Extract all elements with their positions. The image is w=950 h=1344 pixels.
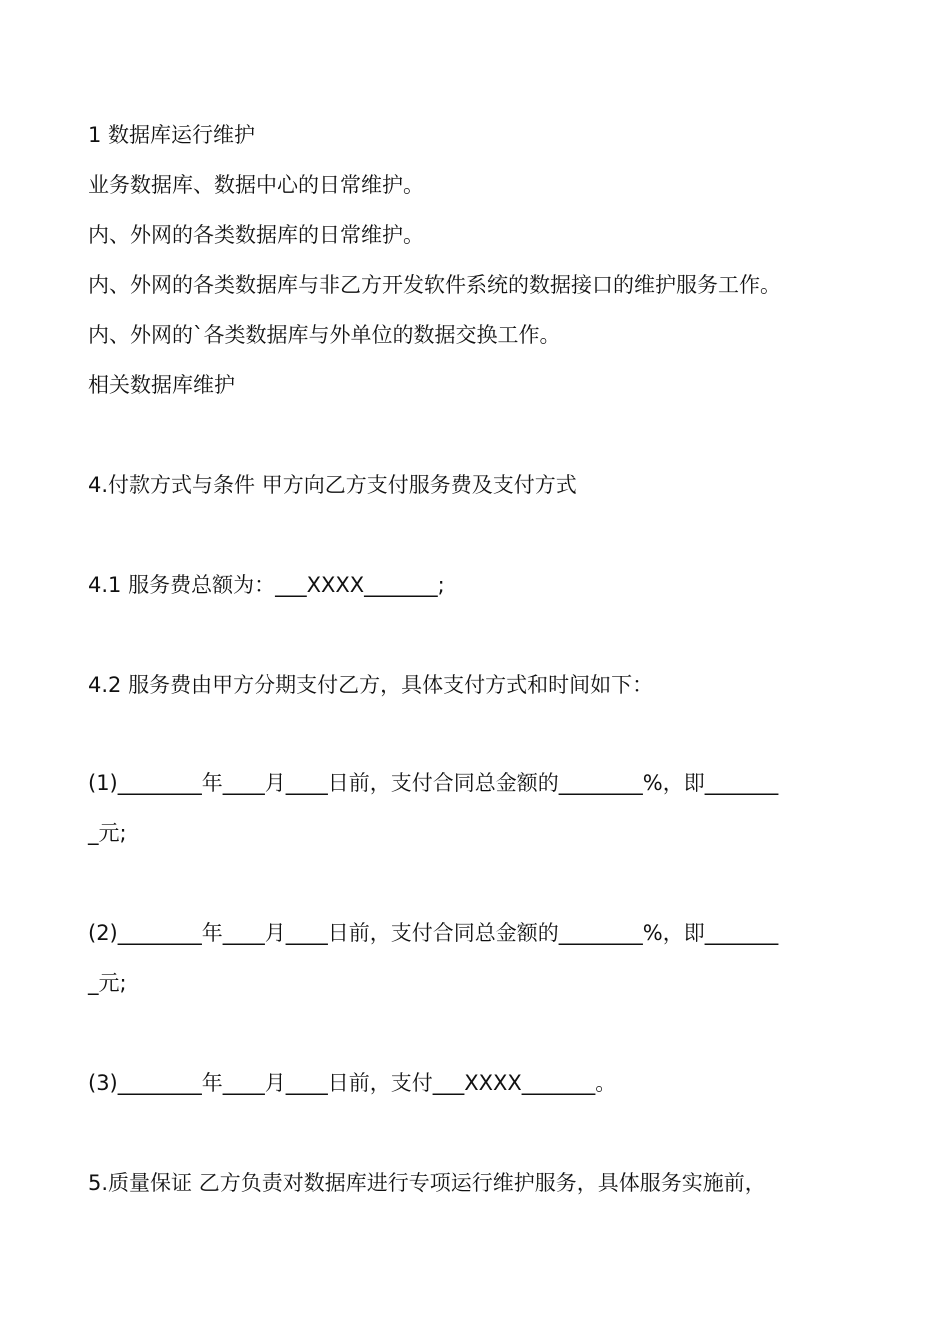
payment-total-line: 4.1 服务费总额为：___XXXX_______; — [88, 573, 445, 597]
installment-2-line: (2)________年____月____日前，支付合同总金额的________%，即_______ — [88, 921, 779, 945]
paragraph-line: 内、外网的各类数据库与非乙方开发软件系统的数据接口的维护服务工作。 — [88, 273, 781, 297]
section-heading-payment: 4.付款方式与条件 甲方向乙方支付服务费及支付方式 — [88, 473, 577, 497]
paragraph-line: 内、外网的各类数据库的日常维护。 — [88, 223, 424, 247]
installment-1-line-continued: _元; — [88, 821, 127, 845]
payment-installment-intro: 4.2 服务费由甲方分期支付乙方，具体支付方式和时间如下： — [88, 673, 654, 697]
installment-2-line-continued: _元; — [88, 971, 127, 995]
paragraph-line: 相关数据库维护 — [88, 373, 235, 397]
section-heading-database-maintenance: 1 数据库运行维护 — [88, 123, 256, 147]
installment-1-line: (1)________年____月____日前，支付合同总金额的________%，即_______ — [88, 771, 779, 795]
section-heading-quality-assurance: 5.质量保证 乙方负责对数据库进行专项运行维护服务，具体服务实施前， — [88, 1171, 766, 1195]
paragraph-line: 业务数据库、数据中心的日常维护。 — [88, 173, 424, 197]
paragraph-line: 内、外网的`各类数据库与外单位的数据交换工作。 — [88, 323, 561, 347]
installment-3-line: (3)________年____月____日前，支付___XXXX_______。 — [88, 1071, 617, 1095]
